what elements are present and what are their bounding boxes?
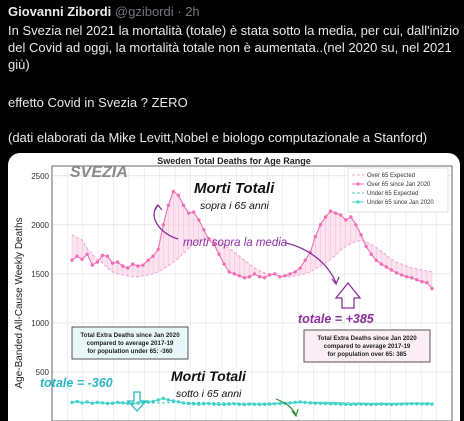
data-point	[400, 402, 403, 405]
data-point	[121, 401, 124, 404]
data-point	[385, 403, 388, 406]
legend-item-over65-since-2020: Over 65 since Jan 2020	[367, 182, 431, 188]
data-point	[359, 402, 362, 405]
data-point	[248, 275, 251, 278]
data-point	[258, 275, 261, 278]
annotation-morti-totali-bottom: Morti Totali	[171, 368, 246, 384]
data-point	[228, 402, 231, 405]
data-point	[248, 402, 251, 405]
tweet-text-paragraph-2: effetto Covid in Svezia ? ZERO	[8, 95, 188, 110]
data-point	[157, 398, 160, 401]
data-point	[299, 266, 302, 269]
data-point	[80, 258, 83, 261]
data-point	[177, 194, 180, 197]
annotation-sopra-65: sopra i 65 anni	[200, 200, 269, 212]
data-point	[410, 402, 413, 405]
data-point	[293, 401, 296, 404]
y-axis-label: Age-Banded All-Cause Weekly Deaths	[14, 217, 25, 389]
data-point	[288, 401, 291, 404]
data-point	[91, 263, 94, 266]
data-point	[304, 401, 307, 404]
annotation-morti-totali-top: Morti Totali	[194, 180, 275, 197]
data-point	[314, 402, 317, 405]
over65-box-line1: Total Extra Deaths since Jan 2020	[317, 335, 417, 342]
data-point	[278, 402, 281, 405]
data-point	[390, 268, 393, 271]
data-point	[141, 263, 144, 266]
data-point	[238, 403, 241, 406]
data-point	[238, 274, 241, 277]
data-point	[364, 403, 367, 406]
data-point	[202, 228, 205, 231]
legend-item-over65-expected: Over 65 Expected	[367, 173, 416, 179]
data-point	[395, 271, 398, 274]
over65-box-line3: for population over 65: 385	[327, 351, 407, 358]
data-point	[116, 260, 119, 263]
data-point	[268, 402, 271, 405]
data-point	[309, 401, 312, 404]
annotation-totale-minus: totale = -360	[40, 376, 113, 390]
data-point	[405, 275, 408, 278]
y-tick-label: 500	[35, 367, 49, 377]
under65-box-line1: Total Extra Deaths since Jan 2020	[80, 332, 180, 339]
data-point	[273, 272, 276, 275]
data-point	[370, 253, 373, 256]
data-point	[172, 190, 175, 193]
under65-stats-box	[72, 327, 188, 359]
data-point	[339, 213, 342, 216]
data-point	[106, 402, 109, 405]
data-point	[415, 402, 418, 405]
data-point	[233, 272, 236, 275]
data-point	[207, 402, 210, 405]
tweet-text-paragraph-3: (dati elaborati da Mike Levitt,Nobel e biologo computazionale a Stanford)	[8, 130, 428, 145]
data-point	[430, 287, 433, 290]
data-point	[349, 403, 352, 406]
data-point	[375, 259, 378, 262]
data-point	[349, 215, 352, 218]
annotation-svezia: SVEZIA	[70, 164, 128, 181]
data-point	[380, 402, 383, 405]
data-point	[405, 402, 408, 405]
data-point	[96, 401, 99, 404]
data-point	[131, 262, 134, 265]
arrow-up-over65	[336, 283, 360, 308]
data-point	[182, 401, 185, 404]
under65-box-line2: compared to average 2017-19	[86, 340, 174, 347]
data-point	[217, 253, 220, 256]
data-point	[172, 399, 175, 402]
data-point	[253, 272, 256, 275]
data-point	[273, 402, 276, 405]
data-point	[243, 276, 246, 279]
data-point	[162, 223, 165, 226]
data-point	[86, 400, 89, 403]
annotation-sotto-65: sotto i 65 anni	[176, 388, 242, 400]
data-point	[370, 403, 373, 406]
data-point	[75, 400, 78, 403]
data-point	[222, 262, 225, 265]
legend-item-under65-expected: Under 65 Expected	[367, 191, 419, 197]
data-point	[111, 261, 114, 264]
data-point	[86, 253, 89, 256]
data-point	[258, 403, 261, 406]
data-point	[268, 273, 271, 276]
data-point	[364, 245, 367, 248]
data-point	[339, 402, 342, 405]
data-point	[106, 255, 109, 258]
data-point	[75, 255, 78, 258]
data-point	[111, 402, 114, 405]
separator: ·	[173, 4, 186, 19]
data-point	[233, 402, 236, 405]
data-point	[385, 265, 388, 268]
data-point	[314, 235, 317, 238]
data-point	[415, 278, 418, 281]
data-point	[192, 210, 195, 213]
data-point	[151, 255, 154, 258]
data-point	[263, 403, 266, 406]
data-point	[101, 401, 104, 404]
legend-item-under65-since-2020: Under 65 since Jan 2020	[367, 200, 434, 206]
data-point	[228, 270, 231, 273]
data-point	[217, 403, 220, 406]
data-point	[344, 403, 347, 406]
data-point	[96, 260, 99, 263]
author-handle[interactable]: @gzibordi	[114, 4, 174, 19]
data-point	[304, 259, 307, 262]
under65-box-line3: for population under 65: -360	[87, 348, 173, 355]
y-tick-label: 2000	[31, 220, 49, 230]
data-point	[319, 402, 322, 405]
data-point	[192, 402, 195, 405]
data-point	[420, 402, 423, 405]
data-point	[319, 223, 322, 226]
data-point	[293, 270, 296, 273]
data-point	[121, 264, 124, 267]
data-point	[167, 204, 170, 207]
data-point	[197, 402, 200, 405]
data-point	[177, 400, 180, 403]
data-point	[324, 215, 327, 218]
deaths-chart	[8, 153, 460, 421]
tweet-text-paragraph-1: In Svezia nel 2021 la mortalità (totale) è stata sotto la media, per cui, dall'inizio del Covid ad oggi, la mortalità totale non è aumentata..(nel 2020 su, nel 2021 giù)	[8, 23, 460, 72]
data-point	[126, 266, 129, 269]
data-point	[354, 403, 357, 406]
data-point	[278, 275, 281, 278]
data-point	[162, 397, 165, 400]
arrow-down-under65	[128, 392, 146, 411]
data-point	[167, 398, 170, 401]
data-point	[344, 218, 347, 221]
data-point	[187, 402, 190, 405]
data-point	[283, 274, 286, 277]
data-point	[334, 211, 337, 214]
data-point	[329, 402, 332, 405]
data-point	[425, 402, 428, 405]
data-point	[395, 403, 398, 406]
data-point	[288, 272, 291, 275]
data-point	[263, 276, 266, 279]
data-point	[420, 280, 423, 283]
y-tick-label: 1000	[31, 318, 49, 328]
data-point	[222, 403, 225, 406]
data-point	[157, 248, 160, 251]
data-point	[202, 402, 205, 405]
data-point	[390, 403, 393, 406]
data-point	[116, 401, 119, 404]
annotation-totale-plus: totale = +385	[298, 312, 374, 326]
data-point	[299, 400, 302, 403]
over65-stats-box	[304, 330, 430, 362]
data-point	[359, 233, 362, 236]
legend	[348, 168, 448, 212]
data-point	[430, 402, 433, 405]
data-point	[91, 402, 94, 405]
tweet-media-image[interactable]	[8, 153, 460, 421]
data-point	[380, 262, 383, 265]
data-point	[187, 211, 190, 214]
y-tick-label: 2500	[31, 171, 49, 181]
annotation-morti-sopra-media: morti sopra la media	[183, 237, 288, 249]
data-point	[375, 403, 378, 406]
data-point	[354, 223, 357, 226]
data-point	[151, 400, 154, 403]
data-point	[136, 264, 139, 267]
data-point	[70, 259, 73, 262]
data-point	[197, 218, 200, 221]
data-point	[136, 401, 139, 404]
data-point	[329, 209, 332, 212]
data-point	[324, 402, 327, 405]
chart-title: Sweden Total Deaths for Age Range	[157, 156, 311, 166]
data-point	[400, 273, 403, 276]
data-point	[425, 281, 428, 284]
data-point	[410, 276, 413, 279]
data-point	[146, 259, 149, 262]
tweet-header	[8, 4, 200, 19]
data-point	[80, 401, 83, 404]
tweet-time[interactable]: 2h	[185, 4, 200, 19]
data-point	[212, 402, 215, 405]
over65-box-line2: compared to average 2017-19	[323, 343, 411, 350]
data-point	[334, 402, 337, 405]
data-point	[182, 204, 185, 207]
data-point	[243, 403, 246, 406]
author-name[interactable]: Giovanni Zibordi	[8, 4, 112, 19]
data-point	[70, 401, 73, 404]
data-point	[253, 403, 256, 406]
data-point	[101, 254, 104, 257]
y-tick-label: 1500	[31, 269, 49, 279]
